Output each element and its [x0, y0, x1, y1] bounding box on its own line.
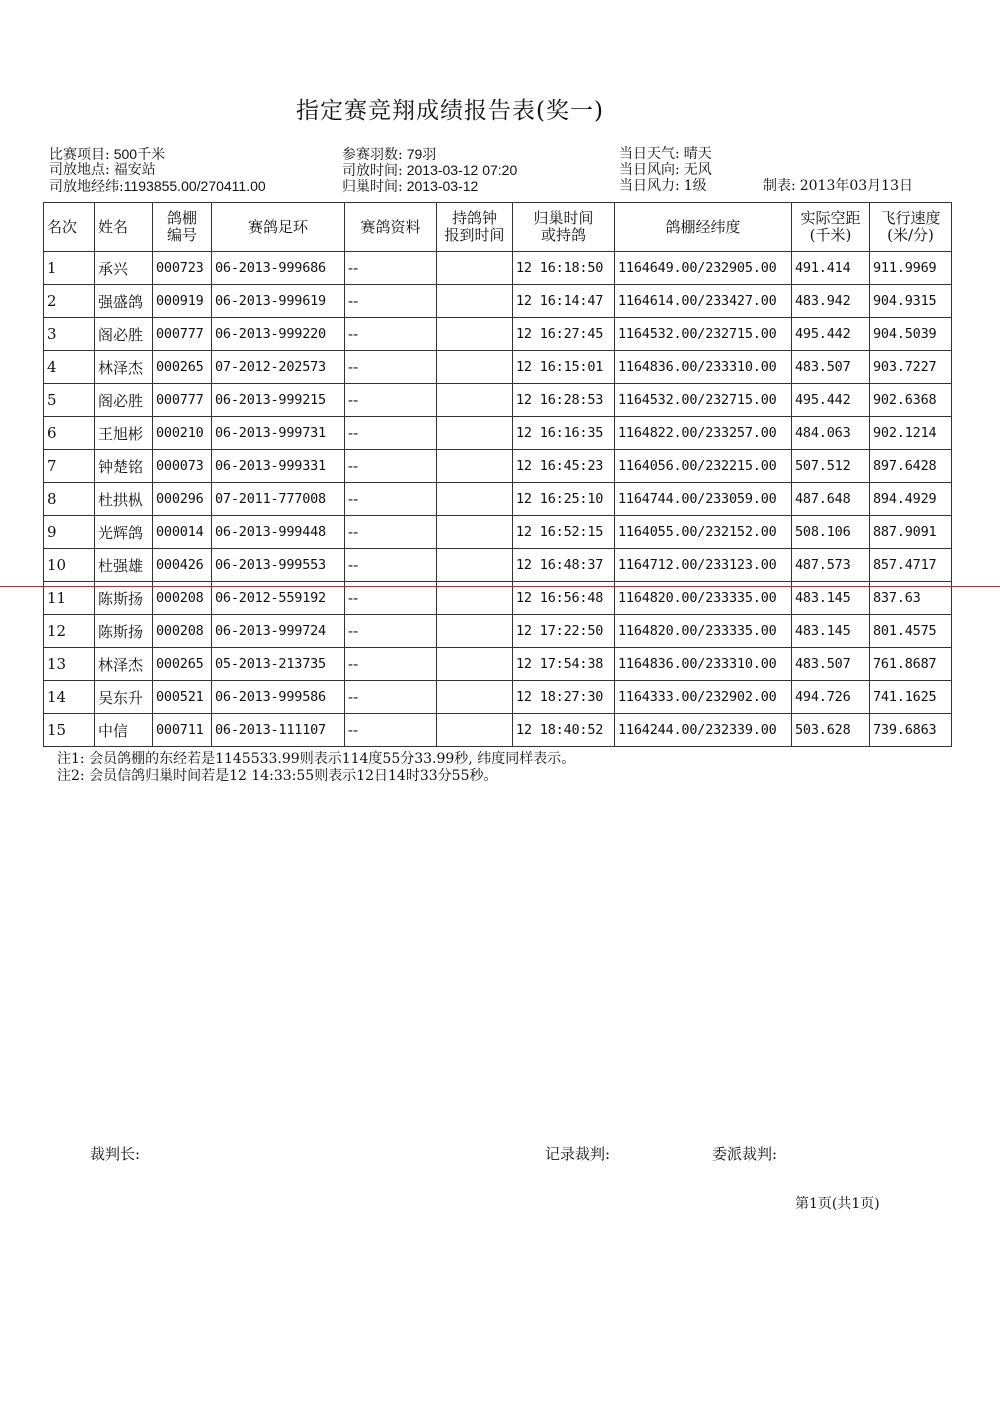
- table-body: [44, 252, 952, 747]
- table-cell: 5: [44, 384, 95, 417]
- table-cell: 1164822.00/233257.00: [615, 417, 792, 450]
- table-cell: 000265: [153, 648, 212, 681]
- table-cell: 902.6368: [870, 384, 952, 417]
- table-cell: 904.9315: [870, 285, 952, 318]
- note-2: 注2: 会员信鸽归巢时间若是12 14:33:55则表示12日14时33分55秒。: [57, 768, 498, 784]
- table-cell: 12 16:27:45: [513, 318, 615, 351]
- table-cell: [437, 483, 513, 516]
- table-cell: 12 17:22:50: [513, 615, 615, 648]
- table-cell: 2: [44, 285, 95, 318]
- table-row: [44, 615, 952, 648]
- table-cell: 4: [44, 351, 95, 384]
- meta-coords: [49, 178, 266, 195]
- table-cell: 000426: [153, 549, 212, 582]
- table-cell: 林泽杰: [95, 351, 153, 384]
- table-row: [44, 549, 952, 582]
- table-cell: 7: [44, 450, 95, 483]
- table-cell: [437, 450, 513, 483]
- table-cell: --: [345, 483, 437, 516]
- release-label: 司放时间:: [342, 163, 403, 179]
- meta-weather: [619, 146, 712, 162]
- table-cell: [437, 384, 513, 417]
- table-cell: 857.4717: [870, 549, 952, 582]
- table-cell: 12: [44, 615, 95, 648]
- table-cell: [437, 252, 513, 285]
- table-row: [44, 417, 952, 450]
- signature-appointed-judge: 委派裁判:: [712, 1145, 778, 1163]
- table-cell: 06-2012-559192: [212, 582, 345, 615]
- table-cell: 483.507: [792, 351, 870, 384]
- table-cell: 06-2013-999215: [212, 384, 345, 417]
- meta-event: [49, 146, 165, 163]
- table-cell: 8: [44, 483, 95, 516]
- table-cell: 06-2013-999619: [212, 285, 345, 318]
- table-cell: 11: [44, 582, 95, 615]
- column-header: 赛鸽资料: [345, 203, 437, 252]
- table-cell: [437, 714, 513, 747]
- meta-made: [763, 178, 913, 194]
- table-cell: [437, 318, 513, 351]
- table-cell: 12 17:54:38: [513, 648, 615, 681]
- table-cell: [437, 351, 513, 384]
- table-cell: --: [345, 648, 437, 681]
- table-cell: 000208: [153, 582, 212, 615]
- event-label: 比赛项目:: [49, 147, 110, 163]
- table-cell: 陈斯扬: [95, 615, 153, 648]
- table-cell: [437, 417, 513, 450]
- table-cell: 06-2013-999731: [212, 417, 345, 450]
- table-cell: 12 16:45:23: [513, 450, 615, 483]
- table-cell: --: [345, 384, 437, 417]
- count-label: 参赛羽数:: [342, 147, 403, 163]
- red-guide-line: [0, 586, 1000, 587]
- table-cell: 9: [44, 516, 95, 549]
- table-cell: [437, 549, 513, 582]
- table-cell: 07-2011-777008: [212, 483, 345, 516]
- event-value: 500千米: [113, 146, 166, 162]
- meta-location: [49, 162, 156, 178]
- table-cell: 12 16:56:48: [513, 582, 615, 615]
- table-cell: 000521: [153, 681, 212, 714]
- table-row: [44, 351, 952, 384]
- table-cell: 903.7227: [870, 351, 952, 384]
- table-cell: 15: [44, 714, 95, 747]
- column-header: 名次: [44, 203, 95, 252]
- table-cell: 495.442: [792, 318, 870, 351]
- table-cell: 1164712.00/233123.00: [615, 549, 792, 582]
- table-cell: 1164820.00/233335.00: [615, 615, 792, 648]
- table-cell: --: [345, 318, 437, 351]
- table-cell: 1164244.00/232339.00: [615, 714, 792, 747]
- made-value: 2013年03月13日: [799, 178, 913, 194]
- column-header: 持鸽钟 报到时间: [437, 203, 513, 252]
- table-cell: 000919: [153, 285, 212, 318]
- column-header: 归巢时间 或持鸽: [513, 203, 615, 252]
- column-header: 鸽棚经纬度: [615, 203, 792, 252]
- table-row: [44, 714, 952, 747]
- meta-count: [342, 146, 436, 163]
- table-cell: 503.628: [792, 714, 870, 747]
- table-cell: 06-2013-999724: [212, 615, 345, 648]
- results-table: [43, 202, 952, 747]
- table-row: [44, 318, 952, 351]
- table-cell: 483.942: [792, 285, 870, 318]
- table-cell: --: [345, 285, 437, 318]
- table-cell: 12 16:28:53: [513, 384, 615, 417]
- table-cell: 1164649.00/232905.00: [615, 252, 792, 285]
- signature-record-judge: 记录裁判:: [545, 1145, 611, 1163]
- column-header: 实际空距 (千米): [792, 203, 870, 252]
- table-cell: 12 16:15:01: [513, 351, 615, 384]
- table-cell: 761.8687: [870, 648, 952, 681]
- table-cell: 3: [44, 318, 95, 351]
- table-cell: 杜拱枞: [95, 483, 153, 516]
- table-cell: 06-2013-111107: [212, 714, 345, 747]
- table-cell: 陈斯扬: [95, 582, 153, 615]
- table-cell: 钟楚铭: [95, 450, 153, 483]
- wind-direction-label: 当日风向:: [619, 162, 680, 178]
- table-cell: 07-2012-202573: [212, 351, 345, 384]
- column-header: 鸽棚 编号: [153, 203, 212, 252]
- meta-release: [342, 162, 517, 179]
- table-cell: 000014: [153, 516, 212, 549]
- weather-value: 晴天: [683, 146, 712, 162]
- table-cell: 阁必胜: [95, 318, 153, 351]
- table-cell: 承兴: [95, 252, 153, 285]
- note-1: 注1: 会员鸽棚的东经若是1145533.99则表示114度55分33.99秒, 纬度同样表示。: [57, 751, 576, 767]
- table-cell: 06-2013-999448: [212, 516, 345, 549]
- count-value: 79羽: [406, 146, 437, 162]
- table-cell: 05-2013-213735: [212, 648, 345, 681]
- table-cell: 000208: [153, 615, 212, 648]
- table-cell: 904.5039: [870, 318, 952, 351]
- table-cell: --: [345, 582, 437, 615]
- table-cell: 739.6863: [870, 714, 952, 747]
- table-cell: 000723: [153, 252, 212, 285]
- table-cell: 1164820.00/233335.00: [615, 582, 792, 615]
- location-value: 福安站: [113, 162, 156, 178]
- table-cell: 1164055.00/232152.00: [615, 516, 792, 549]
- table-cell: 12 16:14:47: [513, 285, 615, 318]
- table-cell: --: [345, 681, 437, 714]
- table-cell: 1164056.00/232215.00: [615, 450, 792, 483]
- table-cell: 12 16:52:15: [513, 516, 615, 549]
- table-cell: 杜强雄: [95, 549, 153, 582]
- table-cell: 1: [44, 252, 95, 285]
- weather-label: 当日天气:: [619, 146, 680, 162]
- table-cell: [437, 615, 513, 648]
- table-cell: 06-2013-999686: [212, 252, 345, 285]
- column-header: 赛鸽足环: [212, 203, 345, 252]
- table-cell: 494.726: [792, 681, 870, 714]
- table-cell: 741.1625: [870, 681, 952, 714]
- table-cell: 000777: [153, 384, 212, 417]
- table-cell: --: [345, 252, 437, 285]
- table-cell: 484.063: [792, 417, 870, 450]
- notes: [57, 751, 575, 785]
- table-cell: --: [345, 549, 437, 582]
- report-title: 指定赛竞翔成绩报告表(奖一): [296, 98, 604, 124]
- table-cell: 林泽杰: [95, 648, 153, 681]
- table-cell: 14: [44, 681, 95, 714]
- table-cell: --: [345, 615, 437, 648]
- wind-direction-value: 无风: [683, 162, 712, 178]
- table-cell: 10: [44, 549, 95, 582]
- table-cell: 1164836.00/233310.00: [615, 351, 792, 384]
- table-cell: [437, 516, 513, 549]
- table-cell: 1164532.00/232715.00: [615, 318, 792, 351]
- table-row: [44, 450, 952, 483]
- made-label: 制表:: [763, 178, 796, 194]
- table-cell: 483.145: [792, 615, 870, 648]
- wind-force-label: 当日风力:: [619, 178, 680, 194]
- table-cell: --: [345, 516, 437, 549]
- table-cell: 487.648: [792, 483, 870, 516]
- table-cell: 12 16:18:50: [513, 252, 615, 285]
- location-label: 司放地点:: [49, 162, 110, 178]
- table-cell: 483.145: [792, 582, 870, 615]
- table-cell: 911.9969: [870, 252, 952, 285]
- table-cell: 000210: [153, 417, 212, 450]
- table-row: [44, 516, 952, 549]
- table-cell: --: [345, 450, 437, 483]
- table-cell: 000777: [153, 318, 212, 351]
- meta-wind-force: [619, 178, 707, 194]
- page-footer: 第1页(共1页): [795, 1196, 880, 1212]
- table-cell: --: [345, 351, 437, 384]
- table-cell: 894.4929: [870, 483, 952, 516]
- table-cell: 13: [44, 648, 95, 681]
- table-cell: 中信: [95, 714, 153, 747]
- meta-wind-direction: [619, 162, 712, 178]
- table-cell: 06-2013-999220: [212, 318, 345, 351]
- table-cell: 1164744.00/233059.00: [615, 483, 792, 516]
- table-cell: 1164836.00/233310.00: [615, 648, 792, 681]
- table-cell: 强盛鸽: [95, 285, 153, 318]
- table-cell: 1164532.00/232715.00: [615, 384, 792, 417]
- table-cell: [437, 681, 513, 714]
- table-cell: 000296: [153, 483, 212, 516]
- table-cell: 06-2013-999331: [212, 450, 345, 483]
- table-row: [44, 252, 952, 285]
- table-cell: 06-2013-999586: [212, 681, 345, 714]
- table-cell: 1164333.00/232902.00: [615, 681, 792, 714]
- column-header: 姓名: [95, 203, 153, 252]
- wind-force-value: 1级: [683, 178, 707, 194]
- table-cell: --: [345, 417, 437, 450]
- table-cell: 000073: [153, 450, 212, 483]
- table-cell: 06-2013-999553: [212, 549, 345, 582]
- table-cell: 12 16:48:37: [513, 549, 615, 582]
- table-row: [44, 648, 952, 681]
- table-cell: 000265: [153, 351, 212, 384]
- coords-value: 1193855.00/270411.00: [123, 178, 266, 194]
- table-cell: 000711: [153, 714, 212, 747]
- signature-chief-judge: 裁判长:: [90, 1145, 141, 1163]
- table-cell: [437, 285, 513, 318]
- table-cell: 光辉鸽: [95, 516, 153, 549]
- table-cell: 491.414: [792, 252, 870, 285]
- table-cell: 12 18:40:52: [513, 714, 615, 747]
- table-header-row: [44, 203, 952, 252]
- table-cell: 吴东升: [95, 681, 153, 714]
- table-cell: 487.573: [792, 549, 870, 582]
- table-cell: 495.442: [792, 384, 870, 417]
- table-row: [44, 384, 952, 417]
- return-label: 归巢时间:: [342, 179, 403, 195]
- table-cell: 483.507: [792, 648, 870, 681]
- table-cell: 1164614.00/233427.00: [615, 285, 792, 318]
- table-cell: --: [345, 714, 437, 747]
- table-cell: 801.4575: [870, 615, 952, 648]
- table-cell: 507.512: [792, 450, 870, 483]
- table-cell: 902.1214: [870, 417, 952, 450]
- table-cell: [437, 648, 513, 681]
- table-cell: 12 16:25:10: [513, 483, 615, 516]
- meta-return: [342, 178, 478, 195]
- table-cell: 12 16:16:35: [513, 417, 615, 450]
- table-cell: 508.106: [792, 516, 870, 549]
- table-cell: 王旭彬: [95, 417, 153, 450]
- column-header: 飞行速度 (米/分): [870, 203, 952, 252]
- table-cell: 6: [44, 417, 95, 450]
- table-row: [44, 285, 952, 318]
- table-row: [44, 483, 952, 516]
- table-row: [44, 681, 952, 714]
- coords-label: 司放地经纬:: [49, 179, 124, 195]
- table-cell: 897.6428: [870, 450, 952, 483]
- return-value: 2013-03-12: [406, 178, 479, 194]
- release-value: 2013-03-12 07:20: [406, 162, 518, 178]
- table-cell: 887.9091: [870, 516, 952, 549]
- table-cell: 阁必胜: [95, 384, 153, 417]
- table-cell: 12 18:27:30: [513, 681, 615, 714]
- table-cell: 837.63: [870, 582, 952, 615]
